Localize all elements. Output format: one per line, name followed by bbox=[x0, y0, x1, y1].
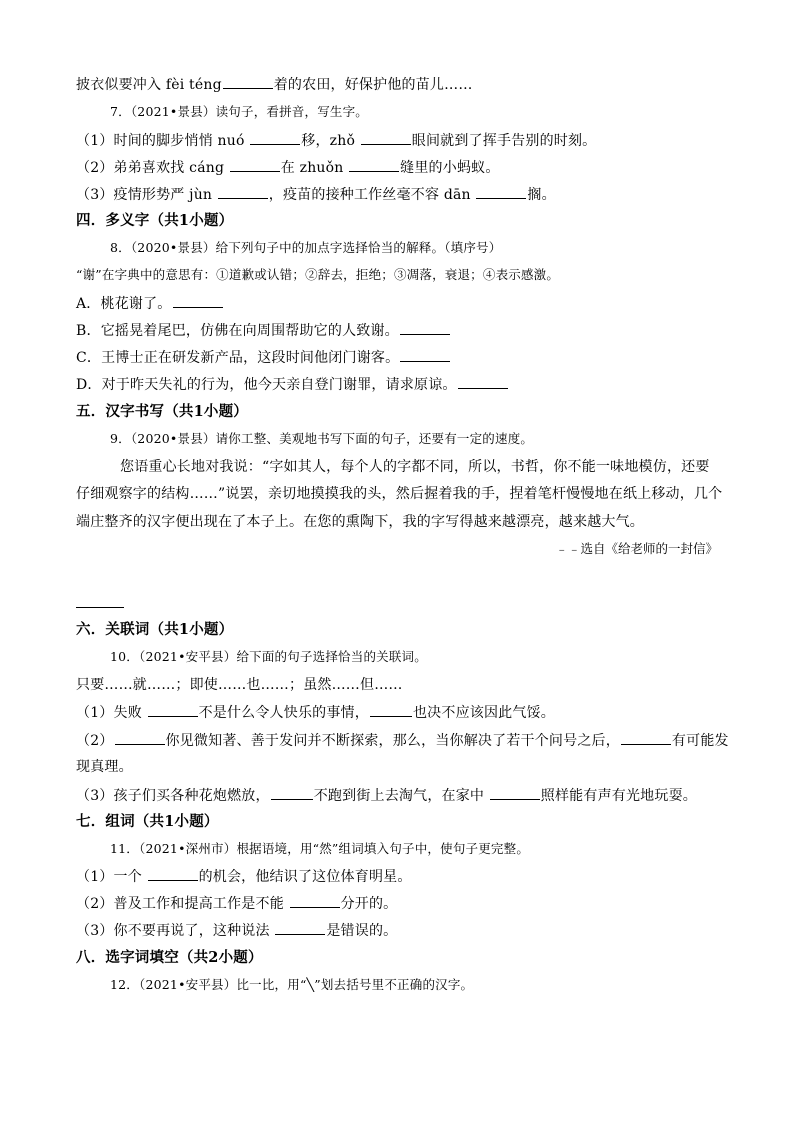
section-heading-4: 四．多义字（共1小题） bbox=[76, 212, 234, 229]
question-8-stem: 8．（2020•景县）给下列句子中的加点字选择恰当的解释。（填序号） bbox=[110, 240, 502, 255]
text: A．桃花谢了。 bbox=[76, 296, 172, 312]
question-8-option-a bbox=[76, 293, 224, 314]
answer-blank[interactable] bbox=[148, 866, 198, 881]
text: 也决不应该因此气馁。 bbox=[412, 705, 555, 721]
answer-blank[interactable] bbox=[271, 785, 313, 800]
answer-blank[interactable] bbox=[370, 702, 412, 717]
question-10-item-2-cont: 现真理。 bbox=[76, 759, 133, 775]
answer-blank[interactable] bbox=[458, 374, 508, 389]
question-8-option-d bbox=[76, 374, 509, 395]
text-line bbox=[76, 74, 473, 95]
text: 在 zhuǒn bbox=[280, 160, 349, 176]
answer-blank[interactable] bbox=[230, 157, 280, 172]
text: （1）时间的脚步悄悄 nuó bbox=[76, 133, 250, 149]
answer-blank[interactable] bbox=[476, 184, 526, 199]
question-7-item-3 bbox=[76, 184, 556, 205]
question-8-option-c bbox=[76, 347, 451, 368]
question-7-item-1 bbox=[76, 130, 596, 151]
text: 缝里的小蚂蚁。 bbox=[400, 160, 500, 176]
question-11-item-3 bbox=[76, 920, 397, 941]
question-7-stem: 7．（2021•景县）读句子，看拼音，写生字。 bbox=[110, 104, 368, 119]
section-heading-6: 六．关联词（共1小题） bbox=[76, 621, 234, 638]
text: B．它摇晃着尾巴，仿佛在向周围帮助它的人致谢。 bbox=[76, 323, 399, 339]
text: （2）普及工作和提高工作是不能 bbox=[76, 896, 289, 912]
passage-line: 您语重心长地对我说：“字如其人，每个人的字都不同，所以，书哲，你不能一味地模仿，还要 bbox=[120, 459, 710, 475]
text: （3）你不要再说了，这种说法 bbox=[76, 923, 275, 939]
text: 披衣似要冲入 fèi téng bbox=[76, 77, 222, 93]
question-10-item-2 bbox=[76, 730, 729, 751]
answer-blank[interactable] bbox=[400, 320, 450, 335]
answer-blank[interactable] bbox=[223, 74, 273, 89]
passage-source: ﹣﹣选自《给老师的一封信》 bbox=[555, 541, 718, 556]
answer-blank[interactable] bbox=[621, 730, 671, 745]
answer-blank[interactable] bbox=[349, 157, 399, 172]
answer-blank[interactable] bbox=[76, 607, 124, 608]
answer-blank[interactable] bbox=[490, 785, 540, 800]
question-10-item-1 bbox=[76, 702, 555, 723]
question-10-options: 只要……就……；即使……也……；虽然……但…… bbox=[76, 677, 403, 693]
answer-blank[interactable] bbox=[173, 293, 223, 308]
text: 照样能有声有光地玩耍。 bbox=[540, 788, 697, 804]
question-8-definitions: “谢”在字典中的意思有：①道歉或认错；②辞去，拒绝；③凋落，衰退；④表示感激。 bbox=[76, 267, 560, 282]
text: （3）孩子们买各种花炮燃放， bbox=[76, 788, 270, 804]
text: （1）一个 bbox=[76, 869, 147, 885]
text: 有可能发 bbox=[671, 733, 729, 749]
passage-line: 端庄整齐的汉字便出现在了本子上。在您的熏陶下，我的字写得越来越漂亮，越来越大气。 bbox=[76, 514, 644, 530]
answer-blank[interactable] bbox=[115, 730, 165, 745]
text: 搁。 bbox=[527, 187, 556, 203]
text: D．对于昨天失礼的行为，他今天亲自登门谢罪，请求原谅。 bbox=[76, 377, 457, 393]
question-10-item-3 bbox=[76, 785, 697, 806]
section-heading-7: 七．组词（共1小题） bbox=[76, 813, 219, 830]
text: （1）失败 bbox=[76, 705, 147, 721]
text: 眼间就到了挥手告别的时刻。 bbox=[411, 133, 597, 149]
text: C．王博士正在研发新产品，这段时间他闭门谢客。 bbox=[76, 350, 400, 366]
text: 着的农田，好保护他的苗儿…… bbox=[273, 77, 473, 93]
question-8-option-b bbox=[76, 320, 451, 341]
answer-blank[interactable] bbox=[218, 184, 268, 199]
text: （2）弟弟喜欢找 cáng bbox=[76, 160, 229, 176]
section-heading-5: 五．汉字书写（共1小题） bbox=[76, 403, 248, 420]
text: （2） bbox=[76, 733, 114, 749]
text: 不跑到街上去淘气，在家中 bbox=[313, 788, 489, 804]
text: 的机会，他结识了这位体育明星。 bbox=[198, 869, 412, 885]
question-11-stem: 11．（2021•深州市）根据语境，用“然”组词填入句子中，使句子更完整。 bbox=[110, 841, 530, 856]
question-11-item-1 bbox=[76, 866, 412, 887]
question-12-stem: 12．（2021•安平县）比一比，用“╲”划去括号里不正确的汉字。 bbox=[110, 977, 474, 992]
answer-blank[interactable] bbox=[361, 130, 411, 145]
text: 是错误的。 bbox=[326, 923, 398, 939]
answer-blank[interactable] bbox=[148, 702, 198, 717]
text: 分开的。 bbox=[340, 896, 398, 912]
passage-line: 仔细观察字的结构……”说罢，亲切地摸摸我的头，然后握着我的手，捏着笔杆慢慢地在纸上移动，几个 bbox=[76, 486, 723, 502]
question-10-stem: 10．（2021•安平县）给下面的句子选择恰当的关联词。 bbox=[110, 649, 427, 664]
answer-blank[interactable] bbox=[400, 347, 450, 362]
section-heading-8: 八．选字词填空（共2小题） bbox=[76, 949, 263, 966]
answer-blank[interactable] bbox=[275, 920, 325, 935]
answer-blank[interactable] bbox=[290, 893, 340, 908]
answer-blank[interactable] bbox=[250, 130, 300, 145]
question-11-item-2 bbox=[76, 893, 397, 914]
text: 你见微知著、善于发问并不断探索，那么，当你解决了若干个问号之后， bbox=[165, 733, 620, 749]
text: 移，zhǒ bbox=[301, 133, 360, 149]
question-7-item-2 bbox=[76, 157, 500, 178]
text: （3）疫情形势严 jùn bbox=[76, 187, 217, 203]
text: 不是什么令人快乐的事情， bbox=[198, 705, 369, 721]
question-9-stem: 9．（2020•景县）请你工整、美观地书写下面的句子，还要有一定的速度。 bbox=[110, 431, 534, 446]
text: ，疫苗的接种工作丝毫不容 dān bbox=[268, 187, 476, 203]
